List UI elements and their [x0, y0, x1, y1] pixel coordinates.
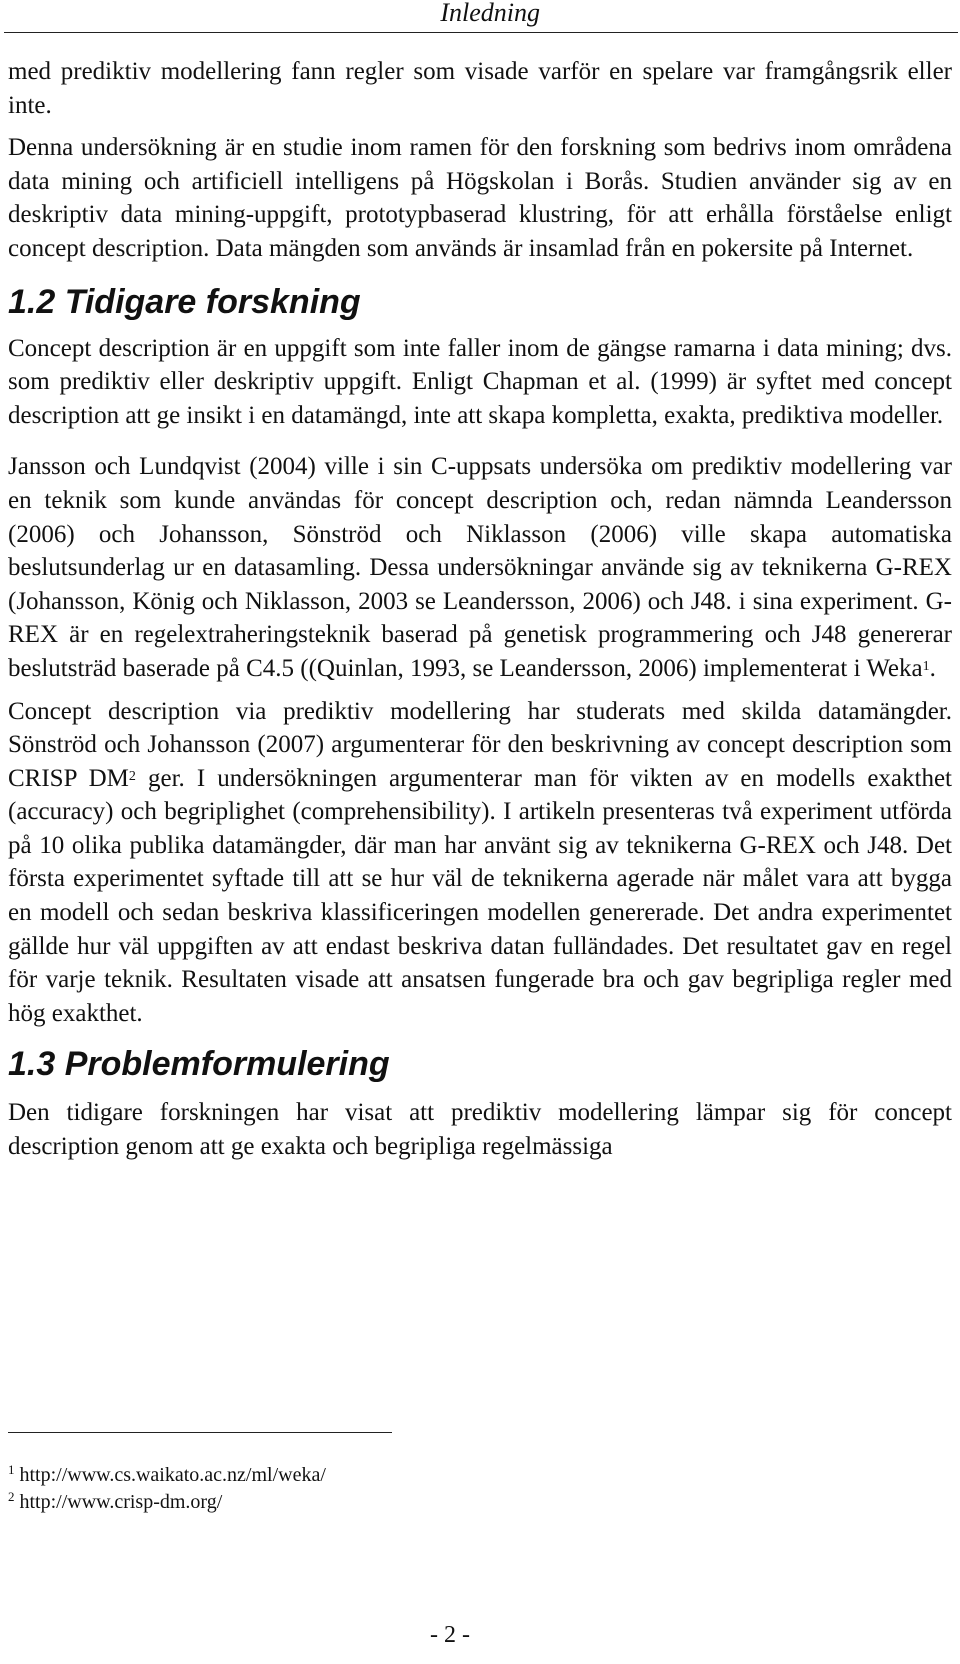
section-1-3-paragraph-1: Den tidigare forskningen har visat att prediktiv modellering lämpar sig för concept description genom att ge exakta och begripliga regelmässiga [8, 1099, 952, 1161]
footnote-ref-1[interactable]: 1 [922, 658, 930, 674]
footnote-separator [8, 1432, 392, 1433]
running-header [0, 0, 960, 30]
section-1-2-paragraph-3 [8, 695, 952, 1031]
footnote-1 [8, 1462, 326, 1489]
footnotes [8, 1462, 326, 1516]
paragraph-text: Jansson och Lundqvist (2004) ville i sin C-uppsats undersöka om prediktiv modellering var en teknik som kunde användas för concept description och, redan nämnda Leandersson (2006) och Johansson, Sönströd och Niklasson (2006) ville skapa automatiska beslutsunderlag ur en datasamling. Dessa undersökningar använde sig av teknikerna G-REX (Johansson, König och Niklasson, 2003 se Leandersson, 2006) och J48. i sina experiment. G-REX är en regelextraheringsteknik baserad på genetisk programmering och J48 genererar beslutsträd baserade på C4.5 ((Quinlan, 1993, se Leandersson, 2006) implementerat i Weka [8, 453, 952, 682]
footnote-number: 1 [8, 1462, 15, 1477]
footnote-2 [8, 1489, 326, 1516]
footnote-link[interactable]: http://www.crisp-dm.org/ [14, 1491, 223, 1513]
intro-paragraph-1: med prediktiv modellering fann regler som visade varför en spelare var framgångsrik eller inte. [8, 58, 952, 119]
paragraph-end: . [929, 654, 936, 682]
paragraph-text: Concept description via prediktiv modellering har studerats med skilda datamängder. Sönströd och Johansson (2007) argumenterar för den beskrivning av concept description som CRISP DM [8, 697, 952, 792]
section-heading-1-2: 1.2 Tidigare forskning [8, 282, 361, 321]
header-title: Inledning [440, 0, 540, 27]
footnote-ref-2[interactable]: 2 [128, 768, 136, 784]
page-number: - 2 - [430, 1622, 470, 1648]
footnote-number: 2 [8, 1489, 15, 1504]
intro-paragraph-2: Denna undersökning är en studie inom ramen för den forskning som bedrivs inom områdena data mining och artificiell intelligens på Högskolan i Borås. Studien använder sig av en deskriptiv data mining-uppgift, prototypbaserad klustring, för att erhålla förståelse enligt concept description. Data mängden som används är insamlad från en pokersite på Internet. [8, 134, 952, 262]
section-1-2-paragraph-2 [8, 450, 952, 685]
section-heading-1-3: 1.3 Problemformulering [8, 1045, 390, 1084]
body-text [8, 55, 952, 1164]
footnote-link[interactable]: http://www.cs.waikato.ac.nz/ml/weka/ [14, 1464, 326, 1486]
section-1-2-paragraph-1: Concept description är en uppgift som inte faller inom de gängse ramarna i data mining; dvs. som prediktiv eller deskriptiv uppgift. Enligt Chapman et al. (1999) är syftet med concept description att ge insikt i en datamängd, inte att skapa kompletta, exakta, prediktiva modeller. [8, 334, 952, 429]
paragraph-text: ger. I undersökningen argumenterar man för vikten av en modells exakthet (accuracy) och begriplighet (comprehensibility). I artikeln presenteras två experiment utförda på 10 olika publika datamängder, där man har använt sig av teknikerna G-REX och J48. Det första experimentet syftade till att se hur väl de teknikerna agerade när målet vara att bygga en modell och sedan beskriva klassificeringen modellen genererade. Det andra experimentet gällde hur väl uppgiften av att endast beskriva datan fulländades. Det resultatet gav en regel för varje teknik. Resultaten visade att ansatsen fungerade bra och gav begripliga regler med hög exakthet. [8, 764, 953, 1027]
header-rule [4, 32, 958, 33]
